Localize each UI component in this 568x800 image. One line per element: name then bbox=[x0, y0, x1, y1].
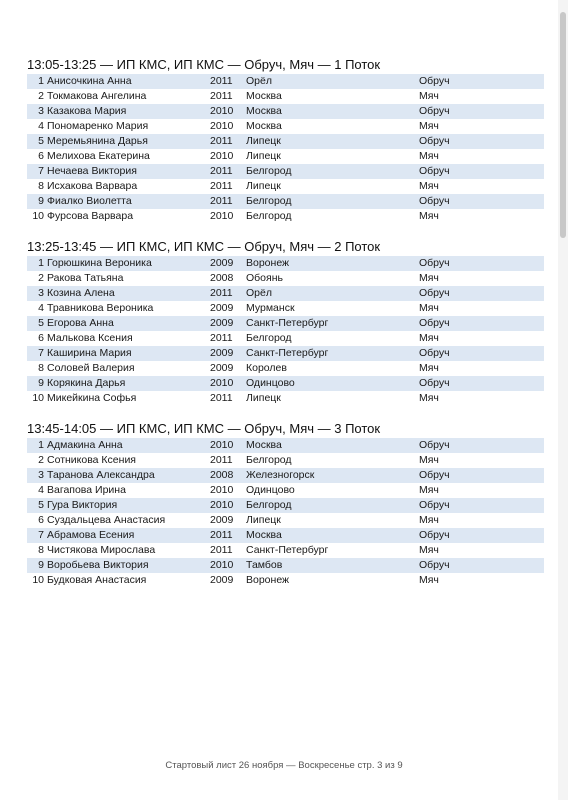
birth-year: 2009 bbox=[210, 302, 234, 314]
row-number: 7 bbox=[38, 165, 44, 177]
apparatus: Обруч bbox=[419, 469, 450, 481]
athlete-city: Одинцово bbox=[246, 484, 295, 496]
athlete-city: Санкт-Петербург bbox=[246, 317, 329, 329]
athlete-name: Ракова Татьяна bbox=[47, 272, 124, 284]
apparatus: Мяч bbox=[419, 150, 439, 162]
athlete-name: Таранова Александра bbox=[47, 469, 155, 481]
table-row bbox=[27, 573, 544, 588]
athlete-city: Тамбов bbox=[246, 559, 283, 571]
apparatus: Мяч bbox=[419, 454, 439, 466]
athlete-city: Липецк bbox=[246, 180, 281, 192]
birth-year: 2011 bbox=[210, 75, 233, 87]
apparatus: Обруч bbox=[419, 347, 450, 359]
table-row bbox=[27, 164, 544, 179]
athlete-name: Малькова Ксения bbox=[47, 332, 133, 344]
birth-year: 2010 bbox=[210, 559, 234, 571]
athlete-name: Суздальцева Анастасия bbox=[47, 514, 166, 526]
birth-year: 2011 bbox=[210, 332, 233, 344]
birth-year: 2010 bbox=[210, 484, 234, 496]
athlete-name: Соловей Валерия bbox=[47, 362, 135, 374]
birth-year: 2011 bbox=[210, 90, 233, 102]
athlete-name: Воробьева Виктория bbox=[47, 559, 149, 571]
apparatus: Мяч bbox=[419, 392, 439, 404]
athlete-name: Чистякова Мирослава bbox=[47, 544, 156, 556]
athlete-city: Москва bbox=[246, 529, 282, 541]
table-row bbox=[27, 483, 544, 498]
birth-year: 2008 bbox=[210, 272, 234, 284]
athlete-city: Липецк bbox=[246, 150, 281, 162]
birth-year: 2008 bbox=[210, 469, 234, 481]
table-row bbox=[27, 119, 544, 134]
table-row bbox=[27, 391, 544, 406]
birth-year: 2009 bbox=[210, 514, 234, 526]
apparatus: Обруч bbox=[419, 135, 450, 147]
athlete-city: Воронеж bbox=[246, 574, 290, 586]
apparatus: Обруч bbox=[419, 317, 450, 329]
apparatus: Мяч bbox=[419, 302, 439, 314]
apparatus: Обруч bbox=[419, 195, 450, 207]
athlete-city: Белгород bbox=[246, 332, 292, 344]
birth-year: 2011 bbox=[210, 135, 233, 147]
table-row bbox=[27, 361, 544, 376]
group-title: 13:45-14:05 — ИП КМС, ИП КМС — Обруч, Мяч — 3 Поток bbox=[27, 421, 381, 436]
apparatus: Обруч bbox=[419, 499, 450, 511]
start-group-3 bbox=[27, 420, 544, 588]
birth-year: 2009 bbox=[210, 257, 234, 269]
apparatus: Мяч bbox=[419, 332, 439, 344]
birth-year: 2010 bbox=[210, 377, 234, 389]
athlete-name: Исхакова Варвара bbox=[47, 180, 138, 192]
athlete-city: Белгород bbox=[246, 165, 292, 177]
row-number: 5 bbox=[38, 317, 44, 329]
table-row bbox=[27, 209, 544, 224]
birth-year: 2010 bbox=[210, 439, 234, 451]
table-row bbox=[27, 179, 544, 194]
row-number: 5 bbox=[38, 135, 44, 147]
athlete-city: Санкт-Петербург bbox=[246, 347, 329, 359]
birth-year: 2009 bbox=[210, 347, 234, 359]
athlete-city: Москва bbox=[246, 120, 282, 132]
row-number: 4 bbox=[38, 302, 44, 314]
athlete-name: Гура Виктория bbox=[47, 499, 118, 511]
apparatus: Обруч bbox=[419, 75, 450, 87]
table-row bbox=[27, 376, 544, 391]
start-group-1 bbox=[27, 56, 544, 224]
apparatus: Обруч bbox=[419, 377, 450, 389]
table-row bbox=[27, 271, 544, 286]
athlete-city: Мурманск bbox=[246, 302, 295, 314]
birth-year: 2010 bbox=[210, 105, 234, 117]
table-row bbox=[27, 528, 544, 543]
athlete-city: Железногорск bbox=[246, 469, 315, 481]
row-number: 8 bbox=[38, 544, 44, 556]
athlete-city: Липецк bbox=[246, 135, 281, 147]
start-group-2 bbox=[27, 238, 544, 406]
row-number: 10 bbox=[32, 210, 44, 222]
apparatus: Мяч bbox=[419, 180, 439, 192]
birth-year: 2011 bbox=[210, 165, 233, 177]
row-number: 4 bbox=[38, 120, 44, 132]
apparatus: Мяч bbox=[419, 210, 439, 222]
row-number: 6 bbox=[38, 332, 44, 344]
athlete-city: Белгород bbox=[246, 195, 292, 207]
athlete-name: Будковая Анастасия bbox=[47, 574, 147, 586]
table-row bbox=[27, 301, 544, 316]
apparatus: Мяч bbox=[419, 120, 439, 132]
row-number: 5 bbox=[38, 499, 44, 511]
birth-year: 2010 bbox=[210, 210, 234, 222]
athlete-city: Орёл bbox=[246, 75, 272, 87]
athlete-name: Мелихова Екатерина bbox=[47, 150, 150, 162]
athlete-name: Токмакова Ангелина bbox=[47, 90, 147, 102]
apparatus: Обруч bbox=[419, 287, 450, 299]
row-number: 1 bbox=[38, 439, 44, 451]
page-footer: Стартовый лист 26 ноября — Воскресенье стр. 3 из 9 bbox=[165, 760, 403, 771]
table-row bbox=[27, 286, 544, 301]
apparatus: Мяч bbox=[419, 514, 439, 526]
birth-year: 2011 bbox=[210, 392, 233, 404]
apparatus: Обруч bbox=[419, 105, 450, 117]
row-number: 10 bbox=[32, 392, 44, 404]
athlete-name: Фурсова Варвара bbox=[47, 210, 134, 222]
table-row bbox=[27, 89, 544, 104]
row-number: 2 bbox=[38, 272, 44, 284]
apparatus: Мяч bbox=[419, 90, 439, 102]
table-row bbox=[27, 104, 544, 119]
participant-list bbox=[27, 438, 544, 588]
table-row bbox=[27, 331, 544, 346]
athlete-name: Вагапова Ирина bbox=[47, 484, 126, 496]
group-title: 13:25-13:45 — ИП КМС, ИП КМС — Обруч, Мяч — 2 Поток bbox=[27, 239, 381, 254]
athlete-city: Обоянь bbox=[246, 272, 283, 284]
table-row bbox=[27, 74, 544, 89]
athlete-name: Меремьянина Дарья bbox=[47, 135, 148, 147]
birth-year: 2010 bbox=[210, 120, 234, 132]
athlete-name: Абрамова Есения bbox=[47, 529, 135, 541]
athlete-city: Воронеж bbox=[246, 257, 290, 269]
athlete-name: Нечаева Виктория bbox=[47, 165, 137, 177]
birth-year: 2011 bbox=[210, 529, 233, 541]
birth-year: 2009 bbox=[210, 574, 234, 586]
apparatus: Мяч bbox=[419, 574, 439, 586]
athlete-name: Адмакина Анна bbox=[47, 439, 123, 451]
row-number: 7 bbox=[38, 347, 44, 359]
table-row bbox=[27, 256, 544, 271]
apparatus: Мяч bbox=[419, 362, 439, 374]
row-number: 3 bbox=[38, 469, 44, 481]
row-number: 7 bbox=[38, 529, 44, 541]
apparatus: Мяч bbox=[419, 484, 439, 496]
athlete-name: Травникова Вероника bbox=[47, 302, 154, 314]
birth-year: 2011 bbox=[210, 287, 233, 299]
table-row bbox=[27, 149, 544, 164]
athlete-name: Корякина Дарья bbox=[47, 377, 126, 389]
birth-year: 2011 bbox=[210, 544, 233, 556]
row-number: 9 bbox=[38, 377, 44, 389]
row-number: 2 bbox=[38, 90, 44, 102]
athlete-city: Липецк bbox=[246, 514, 281, 526]
table-row bbox=[27, 558, 544, 573]
athlete-name: Анисочкина Анна bbox=[47, 75, 132, 87]
row-number: 1 bbox=[38, 257, 44, 269]
birth-year: 2011 bbox=[210, 454, 233, 466]
athlete-city: Санкт-Петербург bbox=[246, 544, 329, 556]
apparatus: Мяч bbox=[419, 544, 439, 556]
athlete-name: Каширина Мария bbox=[47, 347, 132, 359]
apparatus: Обруч bbox=[419, 529, 450, 541]
row-number: 8 bbox=[38, 362, 44, 374]
table-row bbox=[27, 134, 544, 149]
athlete-city: Белгород bbox=[246, 454, 292, 466]
group-title: 13:05-13:25 — ИП КМС, ИП КМС — Обруч, Мяч — 1 Поток bbox=[27, 57, 381, 72]
row-number: 6 bbox=[38, 514, 44, 526]
apparatus: Мяч bbox=[419, 272, 439, 284]
apparatus: Обруч bbox=[419, 165, 450, 177]
table-row bbox=[27, 543, 544, 558]
table-row bbox=[27, 438, 544, 453]
athlete-city: Москва bbox=[246, 105, 282, 117]
athlete-city: Москва bbox=[246, 90, 282, 102]
row-number: 1 bbox=[38, 75, 44, 87]
athlete-city: Одинцово bbox=[246, 377, 295, 389]
row-number: 3 bbox=[38, 105, 44, 117]
athlete-name: Горюшкина Вероника bbox=[47, 257, 152, 269]
scrollbar-thumb[interactable] bbox=[560, 12, 566, 238]
athlete-name: Микейкина Софья bbox=[47, 392, 137, 404]
athlete-city: Белгород bbox=[246, 210, 292, 222]
row-number: 3 bbox=[38, 287, 44, 299]
row-number: 8 bbox=[38, 180, 44, 192]
row-number: 10 bbox=[32, 574, 44, 586]
athlete-name: Фиалко Виолетта bbox=[47, 195, 132, 207]
birth-year: 2009 bbox=[210, 317, 234, 329]
table-row bbox=[27, 513, 544, 528]
row-number: 4 bbox=[38, 484, 44, 496]
birth-year: 2010 bbox=[210, 150, 234, 162]
table-row bbox=[27, 194, 544, 209]
table-row bbox=[27, 346, 544, 361]
athlete-name: Пономаренко Мария bbox=[47, 120, 149, 132]
athlete-city: Королев bbox=[246, 362, 287, 374]
row-number: 9 bbox=[38, 559, 44, 571]
table-row bbox=[27, 468, 544, 483]
athlete-name: Сотникова Ксения bbox=[47, 454, 136, 466]
athlete-city: Белгород bbox=[246, 499, 292, 511]
table-row bbox=[27, 453, 544, 468]
athlete-name: Егорова Анна bbox=[47, 317, 114, 329]
birth-year: 2011 bbox=[210, 180, 233, 192]
birth-year: 2011 bbox=[210, 195, 233, 207]
athlete-name: Козина Алена bbox=[47, 287, 115, 299]
apparatus: Обруч bbox=[419, 439, 450, 451]
participant-list bbox=[27, 256, 544, 406]
athlete-city: Москва bbox=[246, 439, 282, 451]
birth-year: 2009 bbox=[210, 362, 234, 374]
table-row bbox=[27, 316, 544, 331]
birth-year: 2010 bbox=[210, 499, 234, 511]
row-number: 9 bbox=[38, 195, 44, 207]
row-number: 2 bbox=[38, 454, 44, 466]
participant-list bbox=[27, 74, 544, 224]
athlete-city: Липецк bbox=[246, 392, 281, 404]
table-row bbox=[27, 498, 544, 513]
apparatus: Обруч bbox=[419, 257, 450, 269]
row-number: 6 bbox=[38, 150, 44, 162]
athlete-city: Орёл bbox=[246, 287, 272, 299]
athlete-name: Казакова Мария bbox=[47, 105, 127, 117]
apparatus: Обруч bbox=[419, 559, 450, 571]
